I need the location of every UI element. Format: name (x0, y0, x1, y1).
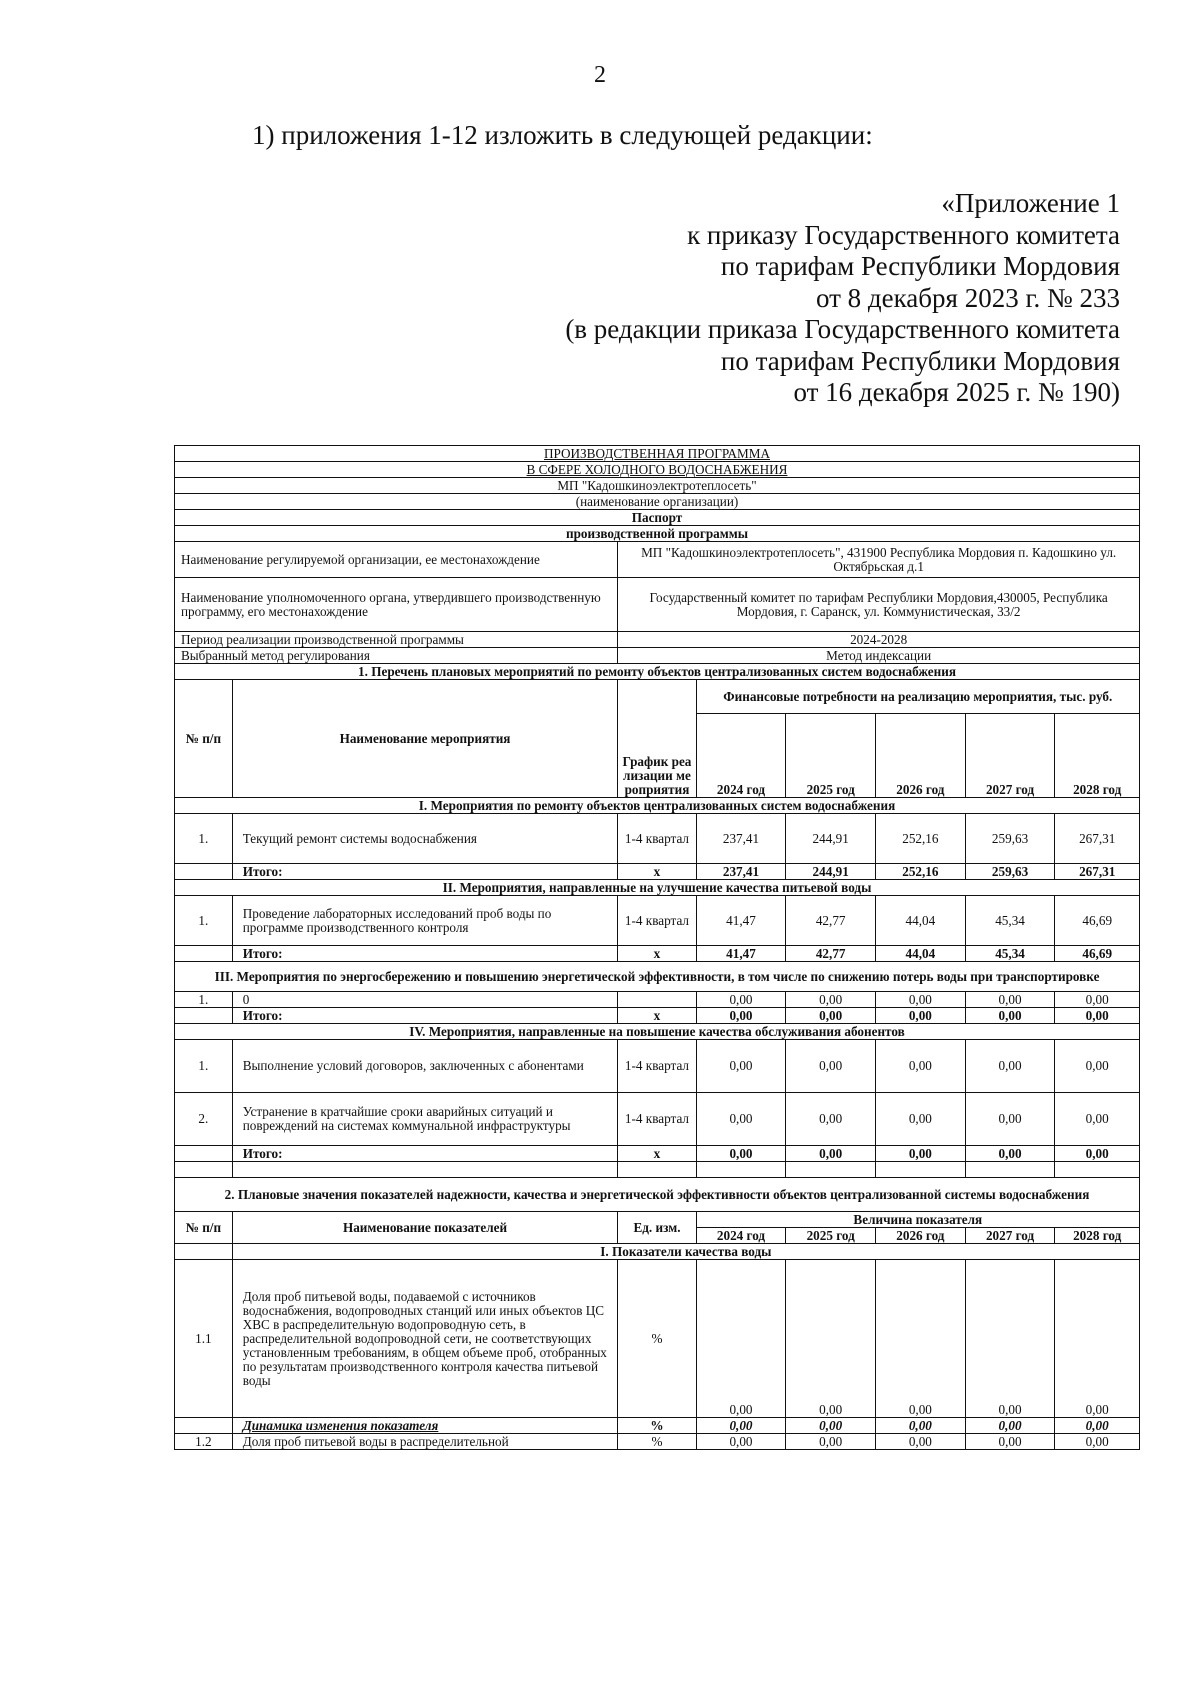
total-value: 41,47 (696, 946, 786, 962)
ind-num: 1.1 (175, 1260, 233, 1418)
year-header: 2025 год (786, 714, 876, 798)
total-value: 44,04 (876, 946, 966, 962)
appendix-line: по тарифам Республики Мордовия (720, 251, 1120, 281)
appendix-line: от 8 декабря 2023 г. № 233 (815, 282, 1120, 313)
ind-value: 0,00 (965, 1434, 1055, 1450)
ind-header-name: Наименование показателей (232, 1212, 618, 1244)
total-label: Итого: (232, 1146, 618, 1162)
row-num: 1. (175, 1040, 233, 1093)
appendix-line: «Приложение 1 (941, 188, 1120, 218)
org-name: МП "Кадошкиноэлектротеплосеть" (175, 478, 1140, 494)
dynamics-value: 0,00 (876, 1418, 966, 1434)
row-schedule: 1-4 квартал (618, 1040, 696, 1093)
row-num: 2. (175, 1093, 233, 1146)
ind-name: Доля проб питьевой воды, подаваемой с источников водоснабжения, водопроводных станций или иных объектов ЦС ХВС в распределительную водопроводную сеть, в распределительной водопроводной сети, не соответствующих установленным требованиям, в общем объеме проб, отобранных по результатам производственного контроля качества питьевой воды (232, 1260, 618, 1418)
row-value: 237,41 (696, 814, 786, 864)
row-value: 0,00 (876, 992, 966, 1008)
total-value: 237,41 (696, 864, 786, 880)
dynamics-unit: % (618, 1418, 696, 1434)
row-schedule: 1-4 квартал (618, 1093, 696, 1146)
ind-unit: % (618, 1434, 696, 1450)
row-value: 0,00 (1055, 1040, 1140, 1093)
row-value: 0,00 (786, 1093, 876, 1146)
ind-header-unit: Ед. изм. (618, 1212, 696, 1244)
row-schedule: 1-4 квартал (618, 814, 696, 864)
dynamics-value: 0,00 (786, 1418, 876, 1434)
row-value: 0,00 (786, 992, 876, 1008)
total-value: 0,00 (965, 1008, 1055, 1024)
row-value: 244,91 (786, 814, 876, 864)
row-name: Текущий ремонт системы водоснабжения (232, 814, 618, 864)
ind-year-header: 2027 год (965, 1228, 1055, 1244)
appendix-header (565, 188, 1120, 409)
ind-value: 0,00 (876, 1434, 966, 1450)
ind-value: 0,00 (965, 1260, 1055, 1418)
total-value: 0,00 (965, 1146, 1055, 1162)
row-value: 0,00 (786, 1040, 876, 1093)
row-num: 1. (175, 896, 233, 946)
group-title: II. Мероприятия, направленные на улучшение качества питьевой воды (175, 880, 1140, 896)
total-value: 252,16 (876, 864, 966, 880)
ind-year-header: 2024 год (696, 1228, 786, 1244)
group-title: III. Мероприятия по энергосбережению и повышению энергетической эффективности, в том числе по снижению потерь воды при транспортировке (175, 962, 1140, 992)
group-title: I. Мероприятия по ремонту объектов централизованных систем водоснабжения (175, 798, 1140, 814)
ind-value: 0,00 (786, 1434, 876, 1450)
ind-header-num: № п/п (175, 1212, 233, 1244)
appendix-line: от 16 декабря 2025 г. № 190) (793, 377, 1120, 407)
total-value: 46,69 (1055, 946, 1140, 962)
row-value: 42,77 (786, 896, 876, 946)
info-label: Выбранный метод регулирования (175, 648, 618, 664)
total-value: 0,00 (1055, 1008, 1140, 1024)
total-value: 0,00 (786, 1146, 876, 1162)
row-num: 1. (175, 814, 233, 864)
section-2-title: 2. Плановые значения показателей надежности, качества и энергетической эффективности объектов централизованной системы водоснабжения (175, 1178, 1140, 1212)
passport-title: Паспорт (175, 510, 1140, 526)
dynamics-value: 0,00 (965, 1418, 1055, 1434)
appendix-line: по тарифам Республики Мордовия (720, 345, 1120, 376)
row-name: Проведение лабораторных исследований проб воды по программе производственного контроля (232, 896, 618, 946)
passport-subtitle: производственной программы (175, 526, 1140, 542)
row-value: 0,00 (965, 1093, 1055, 1146)
total-label: Итого: (232, 1008, 618, 1024)
total-mark: х (618, 946, 696, 962)
column-header-num: № п/п (175, 680, 233, 798)
info-label: Период реализации производственной программы (175, 632, 618, 648)
info-value: МП "Кадошкиноэлектротеплосеть", 431900 Республика Мордовия п. Кадошкино ул. Октябрьская д.1 (618, 542, 1140, 578)
production-program-table (174, 445, 1140, 1450)
appendix-line: к приказу Государственного комитета (687, 219, 1120, 250)
ind-year-header: 2026 год (876, 1228, 966, 1244)
ind-value: 0,00 (696, 1260, 786, 1418)
year-header: 2024 год (696, 714, 786, 798)
total-mark: х (618, 1146, 696, 1162)
org-caption: (наименование организации) (175, 494, 1140, 510)
column-header-schedule: График реализации мероприятия (618, 680, 696, 798)
total-value: 0,00 (786, 1008, 876, 1024)
total-value: 0,00 (696, 1008, 786, 1024)
total-value: 267,31 (1055, 864, 1140, 880)
row-value: 0,00 (965, 1040, 1055, 1093)
info-value: Метод индексации (618, 648, 1140, 664)
row-value: 0,00 (876, 1093, 966, 1146)
ind-unit: % (618, 1260, 696, 1418)
spacer-row (175, 1162, 1140, 1178)
appendix-line: (в редакции приказа Государственного комитета (565, 314, 1120, 344)
page-number: 2 (594, 62, 606, 88)
row-value: 267,31 (1055, 814, 1140, 864)
column-header-name: Наименование мероприятия (232, 680, 618, 798)
section-1-title: 1. Перечень плановых мероприятий по ремонту объектов централизованных систем водоснабжения (175, 664, 1140, 680)
info-label: Наименование регулируемой организации, ее местонахождение (175, 542, 618, 578)
ind-num: 1.2 (175, 1434, 233, 1450)
ind-year-header: 2028 год (1055, 1228, 1140, 1244)
column-header-finance: Финансовые потребности на реализацию мероприятия, тыс. руб. (696, 680, 1139, 714)
total-value: 0,00 (1055, 1146, 1140, 1162)
row-num: 1. (175, 992, 233, 1008)
info-value: Государственный комитет по тарифам Республики Мордовия,430005, Республика Мордовия, г. Саранск, ул. Коммунистическая, 33/2 (618, 578, 1140, 632)
ind-value: 0,00 (696, 1434, 786, 1450)
ind-value: 0,00 (786, 1260, 876, 1418)
info-value: 2024-2028 (618, 632, 1140, 648)
row-value: 0,00 (1055, 992, 1140, 1008)
row-name: Выполнение условий договоров, заключенных с абонентами (232, 1040, 618, 1093)
year-header: 2026 год (876, 714, 966, 798)
total-value: 42,77 (786, 946, 876, 962)
total-value: 259,63 (965, 864, 1055, 880)
row-value: 0,00 (1055, 1093, 1140, 1146)
total-label: Итого: (232, 946, 618, 962)
row-value: 252,16 (876, 814, 966, 864)
group-title: IV. Мероприятия, направленные на повышение качества обслуживания абонентов (175, 1024, 1140, 1040)
program-title: ПРОИЗВОДСТВЕННАЯ ПРОГРАММА (175, 446, 1140, 462)
ind-year-header: 2025 год (786, 1228, 876, 1244)
total-value: 45,34 (965, 946, 1055, 962)
ind-value: 0,00 (1055, 1260, 1140, 1418)
row-name: Устранение в кратчайшие сроки аварийных ситуаций и повреждений на системах коммунальной инфраструктуры (232, 1093, 618, 1146)
row-schedule: 1-4 квартал (618, 896, 696, 946)
row-value: 0,00 (965, 992, 1055, 1008)
program-subtitle: В СФЕРЕ ХОЛОДНОГО ВОДОСНАБЖЕНИЯ (175, 462, 1140, 478)
row-value: 44,04 (876, 896, 966, 946)
total-mark: х (618, 864, 696, 880)
row-name: 0 (232, 992, 618, 1008)
ind-header-value: Величина показателя (696, 1212, 1139, 1228)
row-value: 0,00 (696, 1040, 786, 1093)
ind-group-title: I. Показатели качества воды (232, 1244, 1139, 1260)
year-header: 2027 год (965, 714, 1055, 798)
instruction-text: 1) приложения 1-12 изложить в следующей редакции: (252, 120, 873, 150)
ind-value: 0,00 (876, 1260, 966, 1418)
dynamics-value: 0,00 (696, 1418, 786, 1434)
total-label: Итого: (232, 864, 618, 880)
dynamics-label: Динамика изменения показателя (232, 1418, 618, 1434)
total-mark: х (618, 1008, 696, 1024)
dynamics-value: 0,00 (1055, 1418, 1140, 1434)
row-value: 41,47 (696, 896, 786, 946)
year-header: 2028 год (1055, 714, 1140, 798)
row-value: 45,34 (965, 896, 1055, 946)
row-schedule (618, 992, 696, 1008)
total-value: 0,00 (876, 1008, 966, 1024)
ind-value: 0,00 (1055, 1434, 1140, 1450)
ind-name: Доля проб питьевой воды в распределительной (232, 1434, 618, 1450)
total-value: 244,91 (786, 864, 876, 880)
row-value: 259,63 (965, 814, 1055, 864)
row-value: 46,69 (1055, 896, 1140, 946)
info-label: Наименование уполномоченного органа, утвердившего производственную программу, его местонахождение (175, 578, 618, 632)
row-value: 0,00 (696, 1093, 786, 1146)
row-value: 0,00 (876, 1040, 966, 1093)
row-value: 0,00 (696, 992, 786, 1008)
total-value: 0,00 (876, 1146, 966, 1162)
total-value: 0,00 (696, 1146, 786, 1162)
